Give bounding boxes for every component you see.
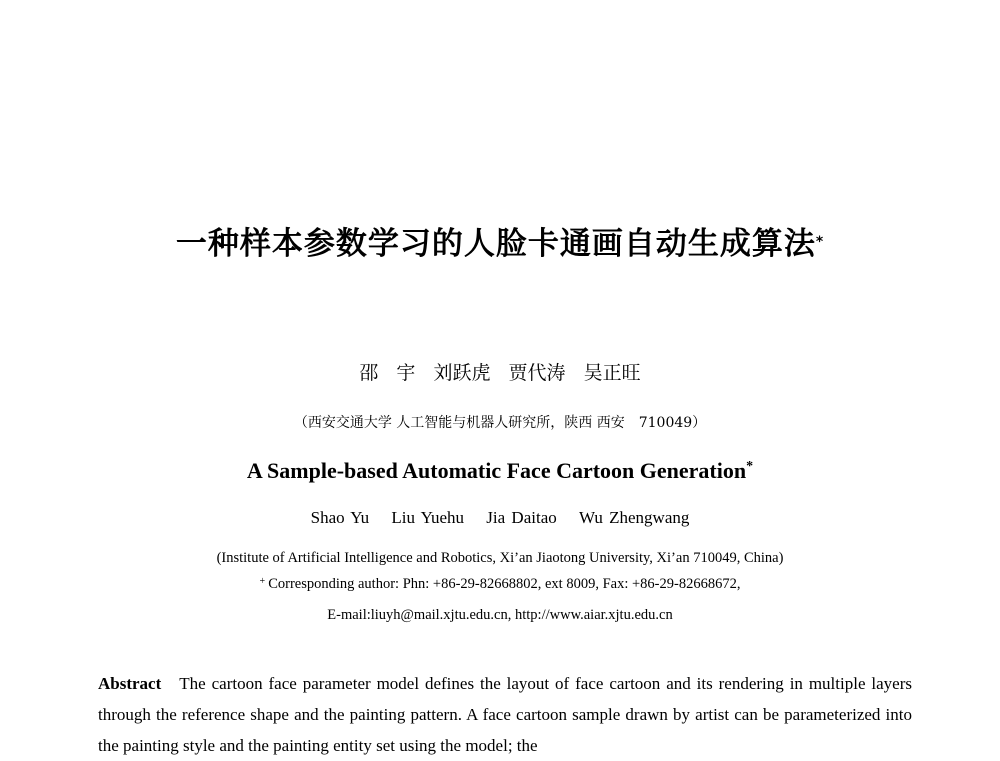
abstract (98, 668, 912, 761)
email-line: E-mail:liuyh@mail.xjtu.edu.cn, http://www.aiar.xjtu.edu.cn (327, 607, 673, 623)
chinese-author: 吴正旺 (583, 362, 641, 384)
english-author: Wu Zhengwang (579, 508, 690, 527)
chinese-title-footnote-mark: * (815, 234, 825, 250)
corresponding-author-text: Corresponding author: Phn: +86-29-82668802, ext 8009, Fax: +86-29-82668672, (268, 576, 741, 592)
english-title-footnote-mark: * (746, 459, 754, 474)
english-author: Jia Daitao (486, 508, 557, 527)
chinese-author: 贾代涛 (508, 362, 566, 384)
english-author: Liu Yuehu (391, 508, 465, 527)
english-title-text: A Sample-based Automatic Face Cartoon Generation (246, 458, 747, 483)
chinese-author: 邵 宇 (359, 362, 416, 384)
abstract-text: The cartoon face parameter model defines the layout of face cartoon and its rendering in multiple layers through the reference shape and the painting pattern. A face cartoon sample drawn by artist can be parameterized into the painting style and the painting entity set using the model; the (98, 674, 912, 755)
english-author: Shao Yu (310, 508, 370, 527)
english-affiliation: (Institute of Artificial Intelligence and Robotics, Xi’an Jiaotong University, Xi’an 710049, China) (216, 550, 784, 566)
english-title (0, 458, 1000, 484)
corresponding-author-line (0, 576, 1000, 593)
chinese-affiliation: （西安交通大学 人工智能与机器人研究所，陕西 西安 710049） (293, 415, 707, 431)
corresponding-mark: + (259, 576, 266, 587)
chinese-title (0, 218, 1000, 263)
chinese-author: 刘跃虎 (433, 362, 491, 384)
english-author-list (0, 508, 1000, 528)
chinese-author-list (0, 358, 1000, 385)
chinese-title-text: 一种样本参数学习的人脸卡通画自动生成算法 (175, 226, 816, 262)
abstract-heading: Abstract (98, 674, 162, 693)
